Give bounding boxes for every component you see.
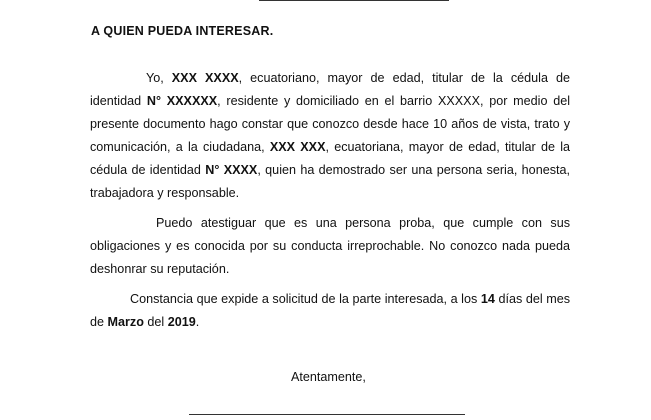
issue-day: 14: [480, 292, 495, 306]
paragraph-issuance: [90, 288, 570, 334]
subject-name: XXX XXX: [269, 140, 326, 154]
p3-text-1: Constancia que expide a solicitud de la parte interesada, a los: [130, 292, 481, 306]
issue-year: 2019: [167, 315, 196, 329]
p3-text-4: .: [195, 315, 200, 329]
p1-text-5: , quien ha demostrado ser una persona seria, honesta, trabajadora y responsable.: [90, 163, 570, 200]
p1-text-2: , ecuatoriano, mayor de edad, titular de la cédula de identidad: [90, 71, 570, 108]
p1-text-3: , residente y domiciliado en el barrio XXXXX, por medio del presente documento hago constar que conozco desde hace 10 años de vista, trato y comunicación, a la ciudadana,: [90, 94, 570, 154]
p3-text-2: días del mes de: [90, 292, 570, 329]
top-signature-line: [259, 0, 449, 1]
p1-text-4: , ecuatoriana, mayor de edad, titular de la cédula de identidad: [90, 140, 570, 177]
declarant-id-number: N° XXXXXX: [146, 94, 218, 108]
p1-text-1: Yo,: [146, 71, 172, 85]
closing-salutation: Atentamente,: [291, 370, 366, 384]
paragraph-attestation: Puedo atestiguar que es una persona proba, que cumple con sus obligaciones y es conocida por su conducta irreprochable. No conozco nada pueda deshonrar su reputación.: [90, 216, 570, 276]
p3-text-3: del: [143, 315, 168, 329]
letter-heading: A QUIEN PUEDA INTERESAR.: [91, 24, 274, 38]
paragraph-declaration: [90, 67, 570, 205]
subject-id-number: N° XXXX: [205, 163, 258, 177]
issue-month: Marzo: [107, 315, 144, 329]
declarant-name: XXX XXXX: [171, 71, 239, 85]
signature-line: [189, 414, 465, 415]
